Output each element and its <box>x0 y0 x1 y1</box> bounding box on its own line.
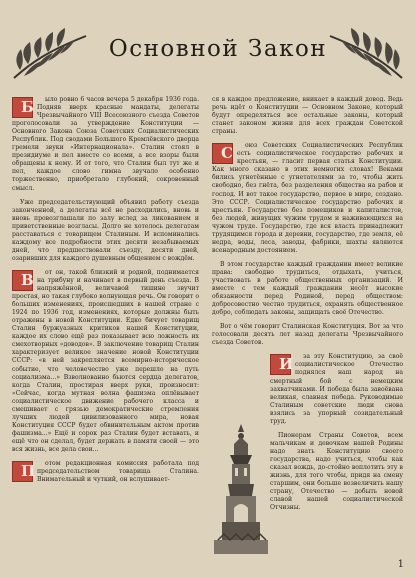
right-paragraph-4 <box>212 323 403 347</box>
right-paragraph-5 <box>270 353 403 425</box>
page-title: Основной Закон <box>108 36 328 62</box>
dropcap-5: И <box>270 354 291 375</box>
right-paragraph-2-text: оюз Советских Социалистических Республик есть социалистическое государство рабочих и крестьян, — гласит первая статья Конституции. Как много сказано в этих немногих словах! Веками бились угнетённые с угнетателями за то, чтобы жить свободно, без гнёта, без разделения общества на рабов и господ. И вот такое государство, первое в мире, создано. Это СССР. Социалистическое государство рабочих и крестьян. Государство без помещиков и капиталистов, без людей, живущих чужим трудом и наживающихся на чужом труде. Государство, где вся власть принадлежит трудящимся города и деревни, государство, где земля, её недра, воды, леса, заводы, фабрики, шахты являются всенародным достоянием. <box>212 142 403 254</box>
left-paragraph-2 <box>12 199 199 263</box>
kremlin-tower-illustration <box>214 424 268 554</box>
left-paragraph-4-text: отом редакционная комиссия работала под председательством товарища Сталина. Внимательный и чуткий, он вслушивает- <box>37 460 199 484</box>
left-paragraph-3 <box>12 269 199 454</box>
left-paragraph-1 <box>12 96 199 193</box>
dropcap-3: П <box>12 461 33 482</box>
right-paragraph-4-text: Вот о чём говорит Сталинская Конституция. Вот за что голосовали десять лет назад делегаты Чрезвычайного съезда Советов. <box>212 323 403 347</box>
right-paragraph-6 <box>270 432 403 512</box>
left-paragraph-1-text: ыло ровно 6 часов вечера 5 декабря 1936 года. Подняв вверх красные мандаты, делегаты Чрезвычайного VIII Всесоюзного съезда Советов проголосовали за утверждение Конституции — Основного Закона Союза Советских Социалистических Республик. Под сводами Большого Кремлёвского дворца гремели звуки «Интернационала». Сталин стоял в президиуме и пел вместе со всеми, а все взоры были обращены к нему. И от того, что Сталин был тут же и пел, каждое слово гимна звучало особенно торжественно, приобретало глубокий, сокровенный смысл. <box>12 96 199 192</box>
right-paragraph-2 <box>212 142 403 255</box>
dropcap-1: Б <box>12 97 33 118</box>
dropcap-4: С <box>212 143 233 164</box>
header-ornament <box>8 18 408 90</box>
left-text-column <box>12 96 199 490</box>
left-paragraph-4 <box>12 460 199 484</box>
right-paragraph-3 <box>212 261 403 317</box>
right-paragraph-1 <box>212 96 403 136</box>
left-paragraph-3-text: от он, такой близкий и родной, поднимается на трибуну и начинает в первый день съезда. В напряжённой, величавой тишине звучит простая, но такая глубоко волнующая речь. Он говорит о больших изменениях, происшедших в нашей стране с 1924 по 1936 год, изменениях, которые должны быть отражены в новой Конституции. Едко бичует товарищ Сталин буржуазных критиков нашей Конституции, каждое их слово ещё раз показывает всю ложность их смехотворных «доводов». В заключение товарищ Сталин характеризует великое значение новой Конституции СССР: «в ней закрепляется всемирно-историческое событие, что человечество уже перешло на путь социализма…» Взволнованно бьются сердца делегатов, когда Сталин, простирая вверх руки, произносит: «Сейчас, когда мутная волна фашизма оплёвывает социалистическое движение рабочего класса и смешивает с грязью демократические стремления лучших людей цивилизованного мира, новая Конституция СССР будет обвинительным актом против фашизма...» Ещё и сорок раз Сталин будет вставать, и ещё что он сделал, будет держать в памяти своей — это вся жизнь, все дела свои... <box>12 268 199 453</box>
right-paragraph-3-text: В этом государстве каждый гражданин имеет великие права: свободно трудиться, отдыхать, учиться, участвовать в работе общественных организаций. И вместе с тем каждый гражданин несёт высокие обязанности перед Родиной, перед обществом: добросовестно честно трудиться, охранять общественное добро, соблюдать законы, защищать своё Отечество. <box>212 260 403 317</box>
page-number: 1 <box>397 559 404 570</box>
right-paragraph-6-text: Пионерам Страны Советов, всем мальчикам и девочкам нашей Родины надо знать Конституцию своего государства, надо учиться, чтобы как сказал вождь, до-стойно воплотить эту в жизнь, для того чтобы, придя на смену старшим, они больше возвеличить нашу страну, Отечество — добыть новой славой нашей социалистической Отчизны. <box>270 431 403 512</box>
dropcap-2: В <box>12 270 33 291</box>
right-paragraph-1-text: ся в каждое предложение, вникает в каждый довод. Ведь речь идёт о Конституции — Основном Законе, который будут определяться все остальные законы, который станет законом жизни для всех граждан Советской страны. <box>212 96 403 136</box>
right-paragraph-5-text: за эту Конституцию, за своё социалистическое Отечество поднялся наш народ на смертный бой с немецким захватчиками. И победа была завоёвана великая, славная победа. Руководимые Сталиным советские люди снова взялись за упорный созидательный труд. <box>270 353 403 425</box>
left-paragraph-2-text: Уже председательствующий объявил работу съезда законченной, а делегаты всё не расходились, вновь и вновь провозглашали по залу вслед за ликованием и приветственные возгласы. Долго не хотелось делегатам расставаться с товарищем Сталиным. И вспоминались каждому все подробности этих десяти незабываемых дней, что предшествовали съезду, десяти дней, озаривших для каждого душевным общением с вождём. <box>12 198 199 262</box>
